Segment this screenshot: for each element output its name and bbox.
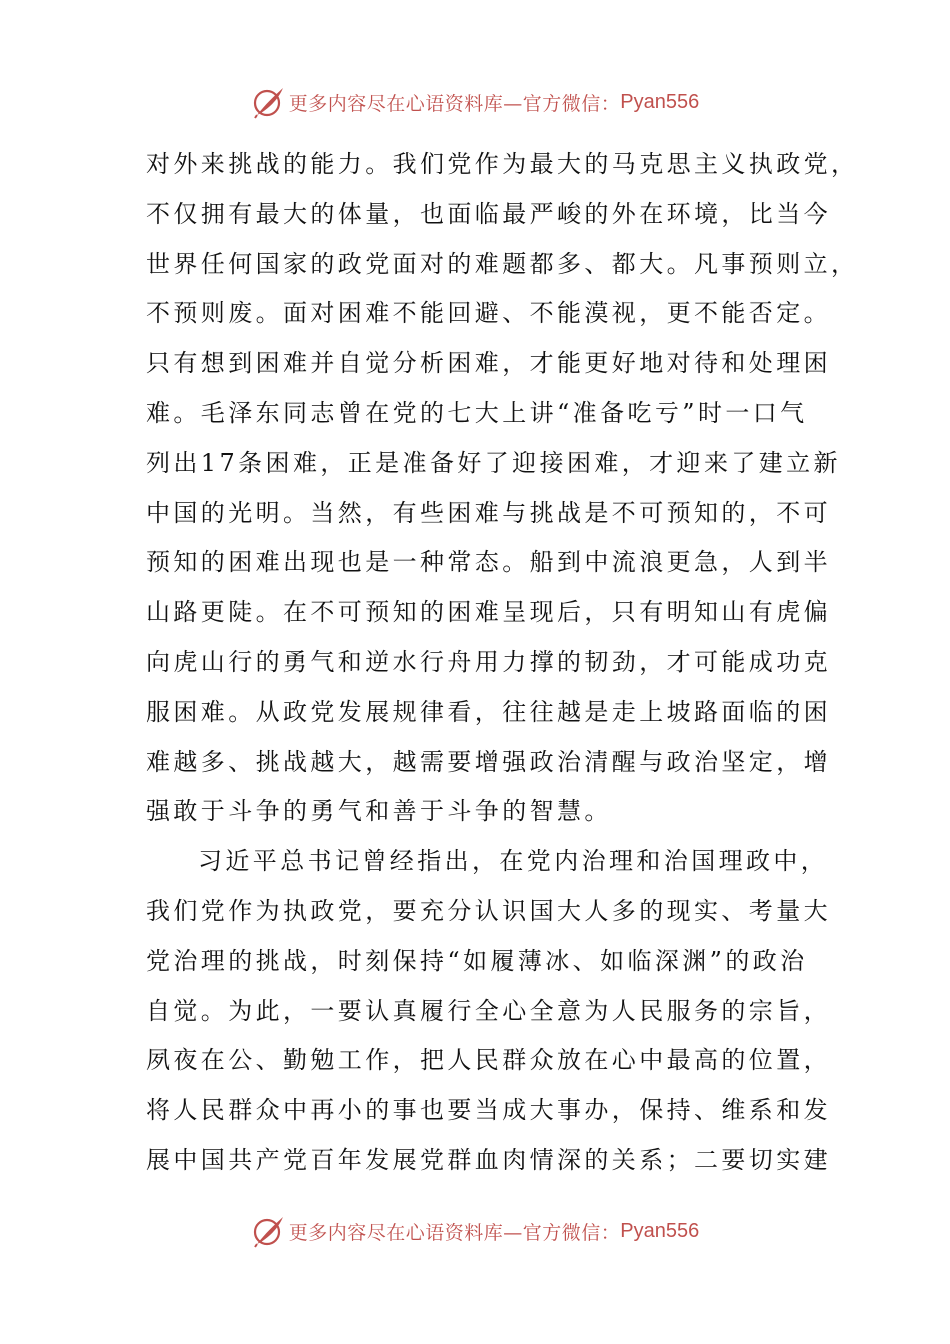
document-body bbox=[146, 140, 859, 1186]
text-line: 将人民群众中再小的事也要当成大事办，保持、维系和发 bbox=[146, 1096, 831, 1125]
text-line: 山路更陡。在不可预知的困难呈现后，只有明知山有虎偏 bbox=[146, 598, 831, 627]
text-line: 列出17条困难，正是准备好了迎接困难，才迎来了建立新 bbox=[146, 448, 841, 477]
watermark-text: 更多内容尽在心语资料库—官方微信： bbox=[288, 1221, 621, 1244]
text-line: 展中国共产党百年发展党群血肉情深的关系；二要切实建 bbox=[146, 1145, 831, 1174]
quill-pen-logo-icon bbox=[251, 85, 285, 119]
text-line: 向虎山行的勇气和逆水行舟用力撑的韧劲，才可能成功克 bbox=[146, 647, 831, 676]
text-line: 对外来挑战的能力。我们党作为最大的马克思主义执政党， bbox=[146, 150, 859, 178]
text-line: 世界任何国家的政党面对的难题都多、都大。凡事预则立， bbox=[146, 249, 859, 278]
text-line: 只有想到困难并自觉分析困难，才能更好地对待和处理困 bbox=[146, 349, 831, 378]
text-line: 难越多、挑战越大，越需要增强政治清醒与政治坚定，增 bbox=[146, 747, 831, 776]
text-line: 自觉。为此，一要认真履行全心全意为人民服务的宗旨， bbox=[146, 996, 831, 1025]
paragraph-start-line: 习近平总书记曾经指出，在党内治理和治国理政中， bbox=[198, 847, 829, 876]
text-line: 党治理的挑战，时刻保持“如履薄冰、如临深渊”的政治 bbox=[146, 946, 808, 975]
text-line: 我们党作为执政党，要充分认识国大人多的现实、考量大 bbox=[146, 896, 831, 925]
watermark-text: 更多内容尽在心语资料库—官方微信： bbox=[288, 92, 621, 115]
text-line: 夙夜在公、勤勉工作，把人民群众放在心中最高的位置， bbox=[146, 1046, 831, 1075]
quill-pen-logo-icon bbox=[251, 1214, 285, 1248]
text-line: 不预则废。面对困难不能回避、不能漠视，更不能否定。 bbox=[146, 299, 831, 328]
watermark-wechat-id: Pyan556 bbox=[620, 1219, 700, 1242]
text-line: 难。毛泽东同志曾在党的七大上讲“准备吃亏”时一口气 bbox=[146, 398, 808, 427]
text-line: 服困难。从政党发展规律看，往往越是走上坡路面临的困 bbox=[146, 697, 831, 726]
watermark-wechat-id: Pyan556 bbox=[620, 90, 700, 113]
header-watermark bbox=[0, 80, 950, 124]
text-line: 预知的困难出现也是一种常态。船到中流浪更急，人到半 bbox=[146, 548, 831, 577]
text-line: 强敢于斗争的勇气和善于斗争的智慧。 bbox=[146, 797, 612, 826]
text-line: 中国的光明。当然，有些困难与挑战是不可预知的，不可 bbox=[146, 498, 831, 527]
footer-watermark bbox=[0, 1209, 950, 1253]
text-line: 不仅拥有最大的体量，也面临最严峻的外在环境，比当今 bbox=[146, 199, 831, 228]
